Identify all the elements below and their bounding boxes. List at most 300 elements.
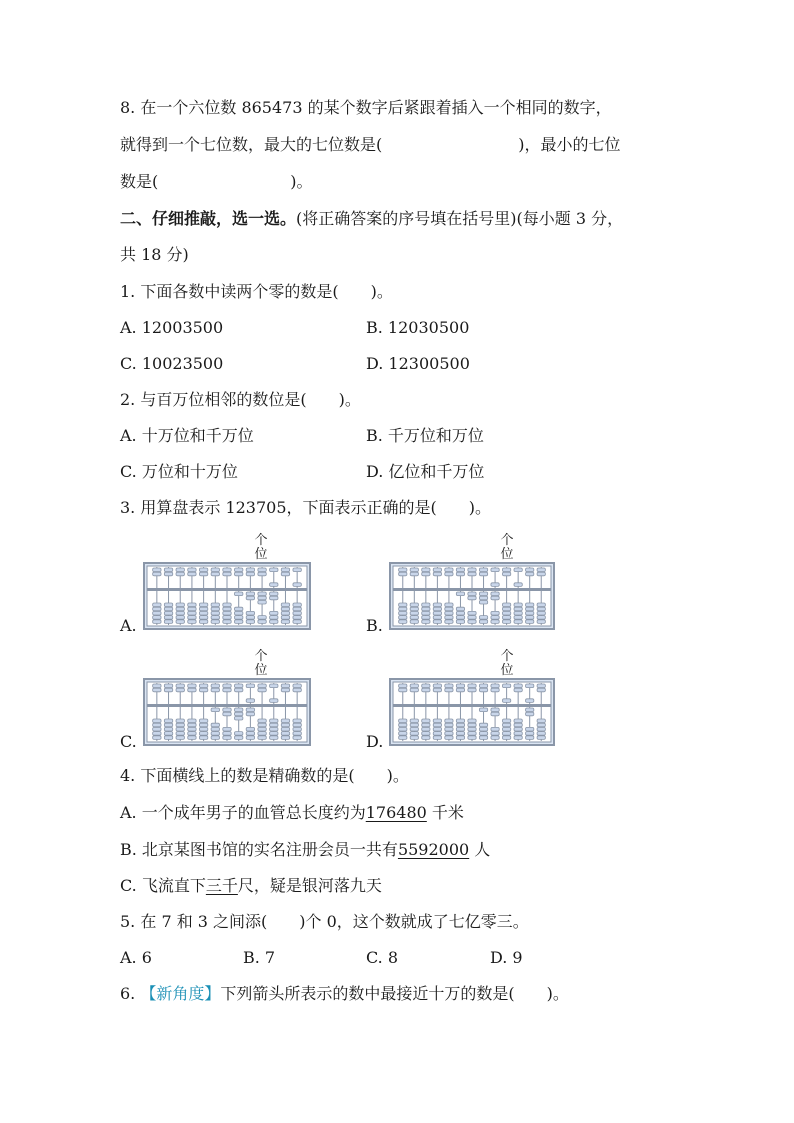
q5-option-a[interactable]: A. 6: [120, 948, 152, 967]
abacus-c-lower-bead-5-2: [211, 727, 219, 731]
abacus-c-lower-bead-4-2: [199, 727, 207, 731]
abacus-b-lower-bead-9-2: [502, 611, 510, 615]
q4-option-a-underlined-number: 176480: [365, 803, 427, 822]
abacus-d-lower-bead-11-4: [526, 736, 534, 740]
abacus-b-lower-bead-1-3: [410, 616, 418, 620]
abacus-d-lower-bead-5-3: [456, 732, 464, 736]
q3-option-d[interactable]: D.: [366, 732, 384, 751]
q1-option-d[interactable]: D. 12300500: [366, 354, 470, 373]
abacus-b-lower-bead-9-3: [502, 616, 510, 620]
abacus-b-lower-bead-0-1: [399, 607, 407, 611]
abacus-d-upper-bead-11-0: [526, 684, 534, 688]
abacus-d-lower-bead-10-0: [514, 719, 522, 723]
abacus-c-lower-bead-0-1: [153, 723, 161, 727]
abacus-a-lower-bead-4-1: [199, 607, 207, 611]
q5-stem: 5. 在 7 和 3 之间添( )个 0，这个数就成了七亿零三。: [120, 912, 529, 931]
abacus-b-lower-bead-10-4: [514, 620, 522, 624]
q8-line3-text: 数是(: [120, 172, 159, 191]
abacus-d-lower-bead-10-4: [514, 736, 522, 740]
q2-option-d[interactable]: D. 亿位和千万位: [366, 462, 485, 481]
abacus-b-upper-bead-12-0: [537, 568, 545, 572]
abacus-b-upper-bead-6-1: [468, 572, 476, 576]
abacus-d-lower-bead-1-0: [410, 719, 418, 723]
q3-option-c[interactable]: C.: [120, 732, 137, 751]
abacus-b-lower-bead-5-2: [456, 611, 464, 615]
abacus-c-lower-bead-8-1: [246, 712, 254, 716]
abacus-d-upper-bead-2-1: [422, 688, 430, 692]
abacus-c-lower-bead-3-1: [188, 723, 196, 727]
q6-stem-text: 下列箭头所表示的数中最接近十万的数是( )。: [220, 984, 569, 1003]
abacus-a-lower-bead-10-2: [270, 611, 278, 615]
abacus-c-lower-bead-2-0: [176, 719, 184, 723]
abacus-b-upper-bead-10-0: [514, 568, 522, 572]
q1-option-c[interactable]: C. 10023500: [120, 354, 224, 373]
abacus-a-upper-bead-0-1: [153, 572, 161, 576]
abacus-c-lower-bead-6-4: [223, 736, 231, 740]
abacus-b-lower-bead-8-3: [491, 616, 499, 620]
abacus-c-upper-bead-7-1: [234, 688, 242, 692]
q4-option-b-unit: 人: [469, 840, 491, 859]
abacus-d-upper-bead-7-1: [479, 688, 487, 692]
abacus-b-lower-bead-12-4: [537, 620, 545, 624]
abacus-a-upper-bead-6-1: [223, 572, 231, 576]
abacus-b-lower-bead-1-2: [410, 611, 418, 615]
abacus-b-lower-bead-2-0: [422, 603, 430, 607]
abacus-a-lower-bead-2-1: [176, 607, 184, 611]
abacus-d-lower-bead-4-4: [445, 736, 453, 740]
abacus-c-lower-bead-12-2: [293, 727, 301, 731]
abacus-a-upper-bead-12-0: [293, 568, 301, 572]
abacus-c-lower-bead-1-0: [164, 719, 172, 723]
abacus-d-ones-label-1: 个: [500, 649, 514, 664]
abacus-c-lower-bead-5-4: [211, 736, 219, 740]
abacus-a-lower-bead-10-3: [270, 616, 278, 620]
abacus-c-lower-bead-1-2: [164, 727, 172, 731]
abacus-d-lower-bead-3-4: [433, 736, 441, 740]
abacus-c-lower-bead-1-4: [164, 736, 172, 740]
abacus-c-upper-bead-12-0: [293, 684, 301, 688]
abacus-c-lower-bead-11-1: [281, 723, 289, 727]
abacus-b-lower-bead-2-1: [422, 607, 430, 611]
abacus-c-lower-bead-6-2: [223, 727, 231, 731]
abacus-d-lower-bead-3-2: [433, 727, 441, 731]
abacus-c-upper-bead-1-1: [164, 688, 172, 692]
abacus-a-lower-bead-10-4: [270, 620, 278, 624]
q8-line1: 8. 在一个六位数 865473 的某个数字后紧跟着插入一个相同的数字，: [120, 98, 612, 117]
abacus-b-upper-bead-9-0: [502, 568, 510, 572]
abacus-b-lower-bead-11-2: [526, 611, 534, 615]
abacus-d-upper-bead-2-0: [422, 684, 430, 688]
abacus-c-lower-bead-11-3: [281, 732, 289, 736]
q1-option-b[interactable]: B. 12030500: [366, 318, 470, 337]
abacus-d-lower-bead-0-3: [399, 732, 407, 736]
abacus-b-lower-bead-10-3: [514, 616, 522, 620]
abacus-d-upper-bead-7-0: [479, 684, 487, 688]
q8-line3-text-end: )。: [290, 172, 313, 191]
q6-stem: [120, 984, 569, 1004]
abacus-d-upper-bead-6-0: [468, 684, 476, 688]
abacus-d-lower-bead-6-4: [468, 736, 476, 740]
abacus-b-lower-bead-12-1: [537, 607, 545, 611]
abacus-d-lower-bead-11-1: [526, 712, 534, 716]
abacus-a-upper-bead-4-0: [199, 568, 207, 572]
abacus-c-upper-bead-9-0: [258, 684, 266, 688]
abacus-b-lower-bead-5-1: [456, 607, 464, 611]
abacus-b-lower-bead-8-2: [491, 611, 499, 615]
abacus-a-lower-bead-5-1: [211, 607, 219, 611]
abacus-a-upper-bead-8-0: [246, 568, 254, 572]
abacus-b-upper-bead-12-1: [537, 572, 545, 576]
abacus-c-upper-bead-4-1: [199, 688, 207, 692]
abacus-c-lower-bead-8-0: [246, 708, 254, 712]
abacus-b-lower-bead-7-0: [479, 592, 487, 596]
abacus-c-lower-bead-12-4: [293, 736, 301, 740]
abacus-d-lower-bead-9-3: [502, 732, 510, 736]
abacus-d-lower-bead-3-1: [433, 723, 441, 727]
q4-option-c[interactable]: [120, 876, 382, 896]
abacus-d-lower-bead-12-3: [537, 732, 545, 736]
abacus-d-upper-bead-5-0: [456, 684, 464, 688]
abacus-d-upper-bead-12-0: [537, 684, 545, 688]
abacus-b-upper-bead-2-1: [422, 572, 430, 576]
abacus-a-lower-bead-10-1: [270, 596, 278, 600]
abacus-a-lower-bead-3-3: [188, 616, 196, 620]
abacus-d-upper-bead-9-0: [502, 684, 510, 688]
abacus-a-lower-bead-0-2: [153, 611, 161, 615]
abacus-a-upper-bead-4-1: [199, 572, 207, 576]
abacus-a-lower-bead-3-2: [188, 611, 196, 615]
abacus-c-upper-bead-6-1: [223, 688, 231, 692]
abacus-d-lower-bead-0-0: [399, 719, 407, 723]
abacus-c-lower-bead-2-2: [176, 727, 184, 731]
abacus-b-lower-bead-9-0: [502, 603, 510, 607]
abacus-d-upper-bead-1-1: [410, 688, 418, 692]
section2-title: 二、仔细推敲，选一选。: [120, 209, 297, 228]
q2-option-c[interactable]: C. 万位和十万位: [120, 462, 238, 481]
abacus-c-lower-bead-11-0: [281, 719, 289, 723]
abacus-a-lower-bead-5-3: [211, 616, 219, 620]
abacus-d-lower-bead-4-1: [445, 723, 453, 727]
abacus-d-lower-bead-7-2: [479, 727, 487, 731]
abacus-a-upper-bead-5-0: [211, 568, 219, 572]
abacus-b-lower-bead-8-0: [491, 592, 499, 596]
abacus-a-lower-bead-5-0: [211, 603, 219, 607]
abacus-d-lower-bead-2-0: [422, 719, 430, 723]
abacus-b-lower-bead-2-4: [422, 620, 430, 624]
abacus-c-lower-bead-6-0: [223, 708, 231, 712]
section2-note-line2: 共 18 分): [120, 245, 189, 264]
abacus-d-lower-bead-4-3: [445, 732, 453, 736]
abacus-d-lower-bead-5-4: [456, 736, 464, 740]
abacus-c-lower-bead-7-0: [234, 708, 242, 712]
abacus-a-lower-bead-6-2: [223, 611, 231, 615]
abacus-b: [389, 562, 555, 630]
abacus-c-lower-bead-8-3: [246, 732, 254, 736]
abacus-d-lower-bead-6-2: [468, 727, 476, 731]
abacus-d-lower-bead-8-2: [491, 727, 499, 731]
abacus-b-upper-bead-0-0: [399, 568, 407, 572]
abacus-a-lower-bead-11-4: [281, 620, 289, 624]
abacus-d-lower-bead-8-0: [491, 708, 499, 712]
abacus-b-upper-bead-7-0: [479, 568, 487, 572]
abacus-d-upper-bead-0-0: [399, 684, 407, 688]
abacus-a-lower-bead-6-0: [223, 603, 231, 607]
abacus-b-lower-bead-7-1: [479, 596, 487, 600]
abacus-c-lower-bead-12-1: [293, 723, 301, 727]
abacus-b-upper-bead-4-0: [445, 568, 453, 572]
abacus-c-lower-bead-12-3: [293, 732, 301, 736]
q8-line2: [120, 135, 621, 155]
abacus-a-lower-bead-3-4: [188, 620, 196, 624]
abacus-b-lower-bead-1-1: [410, 607, 418, 611]
abacus-c-upper-bead-9-1: [258, 688, 266, 692]
abacus-b-lower-bead-3-3: [433, 616, 441, 620]
abacus-c-lower-bead-8-2: [246, 727, 254, 731]
abacus-a-lower-bead-11-1: [281, 607, 289, 611]
abacus-a-lower-bead-8-4: [246, 620, 254, 624]
abacus-b-lower-bead-6-0: [468, 592, 476, 596]
abacus-b-upper-bead-8-1: [491, 583, 499, 587]
q4-option-c-text: C. 飞流直下: [120, 876, 206, 895]
abacus-d-upper-bead-10-0: [514, 684, 522, 688]
abacus-b-ones-label-1: 个: [500, 533, 514, 548]
abacus-d-upper-bead-8-0: [491, 684, 499, 688]
abacus-d-lower-bead-5-0: [456, 719, 464, 723]
abacus-d-lower-bead-2-3: [422, 732, 430, 736]
abacus-c-upper-bead-10-1: [270, 699, 278, 703]
abacus-b-upper-bead-5-1: [456, 572, 464, 576]
abacus-c-lower-bead-6-1: [223, 712, 231, 716]
abacus-c-lower-bead-4-3: [199, 732, 207, 736]
abacus-c-lower-bead-7-3: [234, 732, 242, 736]
abacus-b-upper-bead-5-0: [456, 568, 464, 572]
q5-option-d[interactable]: D. 9: [490, 948, 523, 967]
abacus-d-lower-bead-1-4: [410, 736, 418, 740]
abacus-a-lower-bead-7-4: [234, 620, 242, 624]
abacus-a-upper-bead-8-1: [246, 572, 254, 576]
abacus-a-upper-bead-12-1: [293, 583, 301, 587]
abacus-d-lower-bead-0-4: [399, 736, 407, 740]
q5-option-c[interactable]: C. 8: [366, 948, 399, 967]
abacus-a-ones-label-2: 位: [254, 547, 268, 562]
q8-line2-text-end: )，最小的七位: [518, 135, 621, 154]
abacus-c-lower-bead-10-3: [270, 732, 278, 736]
abacus-c-upper-bead-3-0: [188, 684, 196, 688]
abacus-b-lower-bead-6-1: [468, 596, 476, 600]
abacus-d-lower-bead-10-2: [514, 727, 522, 731]
q4-option-a[interactable]: [120, 803, 464, 823]
abacus-a-lower-bead-6-4: [223, 620, 231, 624]
abacus-c-lower-bead-6-3: [223, 732, 231, 736]
abacus-a-lower-bead-11-3: [281, 616, 289, 620]
abacus-a-upper-bead-10-0: [270, 568, 278, 572]
abacus-d-lower-bead-8-3: [491, 732, 499, 736]
abacus-b-lower-bead-9-4: [502, 620, 510, 624]
abacus-d-upper-bead-9-1: [502, 699, 510, 703]
abacus-b-lower-bead-8-1: [491, 596, 499, 600]
abacus-a-lower-bead-0-4: [153, 620, 161, 624]
abacus-b-upper-bead-9-1: [502, 572, 510, 576]
abacus-d-lower-bead-6-1: [468, 723, 476, 727]
abacus-b-upper-bead-10-1: [514, 583, 522, 587]
abacus-b-lower-bead-1-0: [410, 603, 418, 607]
abacus-c-lower-bead-7-1: [234, 712, 242, 716]
abacus-a-upper-bead-11-0: [281, 568, 289, 572]
abacus-a-upper-bead-7-0: [234, 568, 242, 572]
abacus-d-lower-bead-12-4: [537, 736, 545, 740]
abacus-c-lower-bead-2-3: [176, 732, 184, 736]
abacus-b-lower-bead-11-3: [526, 616, 534, 620]
abacus-d-lower-bead-7-0: [479, 708, 487, 712]
abacus-d-upper-bead-5-1: [456, 688, 464, 692]
abacus-a-lower-bead-12-3: [293, 616, 301, 620]
abacus-b-upper-bead-3-0: [433, 568, 441, 572]
abacus-a-upper-bead-3-0: [188, 568, 196, 572]
abacus-a-lower-bead-7-3: [234, 616, 242, 620]
abacus-c-lower-bead-11-2: [281, 727, 289, 731]
abacus-d-upper-bead-1-0: [410, 684, 418, 688]
q2-option-b[interactable]: B. 千万位和万位: [366, 426, 484, 445]
abacus-a-upper-bead-1-0: [164, 568, 172, 572]
abacus-d-lower-bead-12-0: [537, 719, 545, 723]
section2-heading: [120, 209, 623, 229]
abacus-b-upper-bead-1-0: [410, 568, 418, 572]
abacus-c-lower-bead-10-4: [270, 736, 278, 740]
abacus-c-upper-bead-5-1: [211, 688, 219, 692]
abacus-d-upper-bead-3-1: [433, 688, 441, 692]
abacus-b-lower-bead-10-1: [514, 607, 522, 611]
abacus-c-upper-bead-12-1: [293, 688, 301, 692]
abacus-c-lower-bead-9-4: [258, 736, 266, 740]
abacus-d-upper-bead-11-1: [526, 699, 534, 703]
abacus-d-lower-bead-2-2: [422, 727, 430, 731]
abacus-c-upper-bead-2-0: [176, 684, 184, 688]
q3-option-a[interactable]: A.: [120, 616, 137, 635]
q4-option-b[interactable]: [120, 840, 490, 860]
abacus-a-lower-bead-8-0: [246, 592, 254, 596]
abacus-c-upper-bead-2-1: [176, 688, 184, 692]
abacus-b-upper-bead-0-1: [399, 572, 407, 576]
abacus-d-upper-bead-8-1: [491, 688, 499, 692]
abacus-a-lower-bead-11-0: [281, 603, 289, 607]
abacus-a-upper-bead-9-0: [258, 568, 266, 572]
abacus-b-lower-bead-9-1: [502, 607, 510, 611]
abacus-d-lower-bead-9-1: [502, 723, 510, 727]
abacus-b-lower-bead-4-3: [445, 616, 453, 620]
abacus-a-lower-bead-5-2: [211, 611, 219, 615]
abacus-b-upper-bead-1-1: [410, 572, 418, 576]
q6-number: 6.: [120, 984, 141, 1003]
q3-option-b[interactable]: B.: [366, 616, 383, 635]
abacus-a-lower-bead-12-4: [293, 620, 301, 624]
q4-option-b-text: B. 北京某图书馆的实名注册会员一共有: [120, 840, 398, 859]
abacus-c-upper-bead-11-1: [281, 688, 289, 692]
abacus-b-lower-bead-4-1: [445, 607, 453, 611]
q3-stem: 3. 用算盘表示 123705，下面表示正确的是( )。: [120, 498, 492, 517]
abacus-a-upper-bead-3-1: [188, 572, 196, 576]
abacus-d-lower-bead-3-0: [433, 719, 441, 723]
abacus-c-upper-bead-0-1: [153, 688, 161, 692]
q1-stem: 1. 下面各数中读两个零的数是( )。: [120, 282, 393, 301]
abacus-a-lower-bead-1-0: [164, 603, 172, 607]
abacus-c-lower-bead-0-0: [153, 719, 161, 723]
abacus-a-lower-bead-10-0: [270, 592, 278, 596]
abacus-a-upper-bead-10-1: [270, 583, 278, 587]
abacus-d-upper-bead-4-0: [445, 684, 453, 688]
abacus-c-upper-bead-1-0: [164, 684, 172, 688]
abacus-a-lower-bead-2-4: [176, 620, 184, 624]
abacus-a-upper-bead-11-1: [281, 572, 289, 576]
abacus-b-lower-bead-6-2: [468, 611, 476, 615]
q4-option-c-text-end: 尺，疑是银河落九天: [237, 876, 382, 895]
abacus-d: [389, 678, 555, 746]
abacus-b-lower-bead-0-0: [399, 603, 407, 607]
q1-option-a[interactable]: A. 12003500: [120, 318, 224, 337]
abacus-c-ones-label-2: 位: [254, 663, 268, 678]
abacus-b-upper-bead-3-1: [433, 572, 441, 576]
abacus-d-lower-bead-2-1: [422, 723, 430, 727]
abacus-c-lower-bead-3-4: [188, 736, 196, 740]
abacus-a-lower-bead-9-1: [258, 596, 266, 600]
abacus-a-lower-bead-8-2: [246, 611, 254, 615]
abacus-c-ones-label-1: 个: [254, 649, 268, 664]
q4-stem: 4. 下面横线上的数是精确数的是( )。: [120, 766, 409, 785]
abacus-c-lower-bead-1-1: [164, 723, 172, 727]
abacus-c-upper-bead-3-1: [188, 688, 196, 692]
abacus-b-lower-bead-10-0: [514, 603, 522, 607]
abacus-c-lower-bead-7-4: [234, 736, 242, 740]
abacus-c-upper-bead-5-0: [211, 684, 219, 688]
abacus-c-lower-bead-4-4: [199, 736, 207, 740]
abacus-c-lower-bead-5-3: [211, 732, 219, 736]
abacus-b-lower-bead-3-1: [433, 607, 441, 611]
abacus-c-lower-bead-10-2: [270, 727, 278, 731]
abacus-b-lower-bead-7-2: [479, 600, 487, 604]
abacus-c-lower-bead-12-0: [293, 719, 301, 723]
abacus-d-lower-bead-12-2: [537, 727, 545, 731]
abacus-c-lower-bead-8-4: [246, 736, 254, 740]
abacus-b-lower-bead-6-3: [468, 616, 476, 620]
abacus-a-lower-bead-1-1: [164, 607, 172, 611]
q4-option-b-underlined-number: 5592000: [397, 840, 470, 859]
abacus-d-lower-bead-9-2: [502, 727, 510, 731]
abacus-b-lower-bead-5-3: [456, 616, 464, 620]
q2-option-a[interactable]: A. 十万位和千万位: [120, 426, 254, 445]
abacus-c-lower-bead-5-1: [211, 723, 219, 727]
abacus-c-lower-bead-9-0: [258, 719, 266, 723]
abacus-c-lower-bead-2-1: [176, 723, 184, 727]
abacus-b-upper-bead-7-1: [479, 572, 487, 576]
abacus-d-lower-bead-6-0: [468, 719, 476, 723]
abacus-d-lower-bead-5-1: [456, 723, 464, 727]
abacus-a-lower-bead-2-2: [176, 611, 184, 615]
abacus-a-lower-bead-9-4: [258, 620, 266, 624]
abacus-a-ones-label-1: 个: [254, 533, 268, 548]
abacus-b-lower-bead-1-4: [410, 620, 418, 624]
q5-option-b[interactable]: B. 7: [243, 948, 276, 967]
abacus-c-upper-bead-11-0: [281, 684, 289, 688]
abacus-a-lower-bead-4-2: [199, 611, 207, 615]
abacus-a-lower-bead-6-3: [223, 616, 231, 620]
abacus-b-upper-bead-11-0: [526, 568, 534, 572]
abacus-b-lower-bead-2-3: [422, 616, 430, 620]
q8-line3: [120, 172, 313, 192]
q4-option-a-text: A. 一个成年男子的血管总长度约为: [120, 803, 366, 822]
abacus-a-lower-bead-9-0: [258, 592, 266, 596]
abacus-a-lower-bead-3-0: [188, 603, 196, 607]
abacus-d-upper-bead-4-1: [445, 688, 453, 692]
abacus-b-upper-bead-2-0: [422, 568, 430, 572]
